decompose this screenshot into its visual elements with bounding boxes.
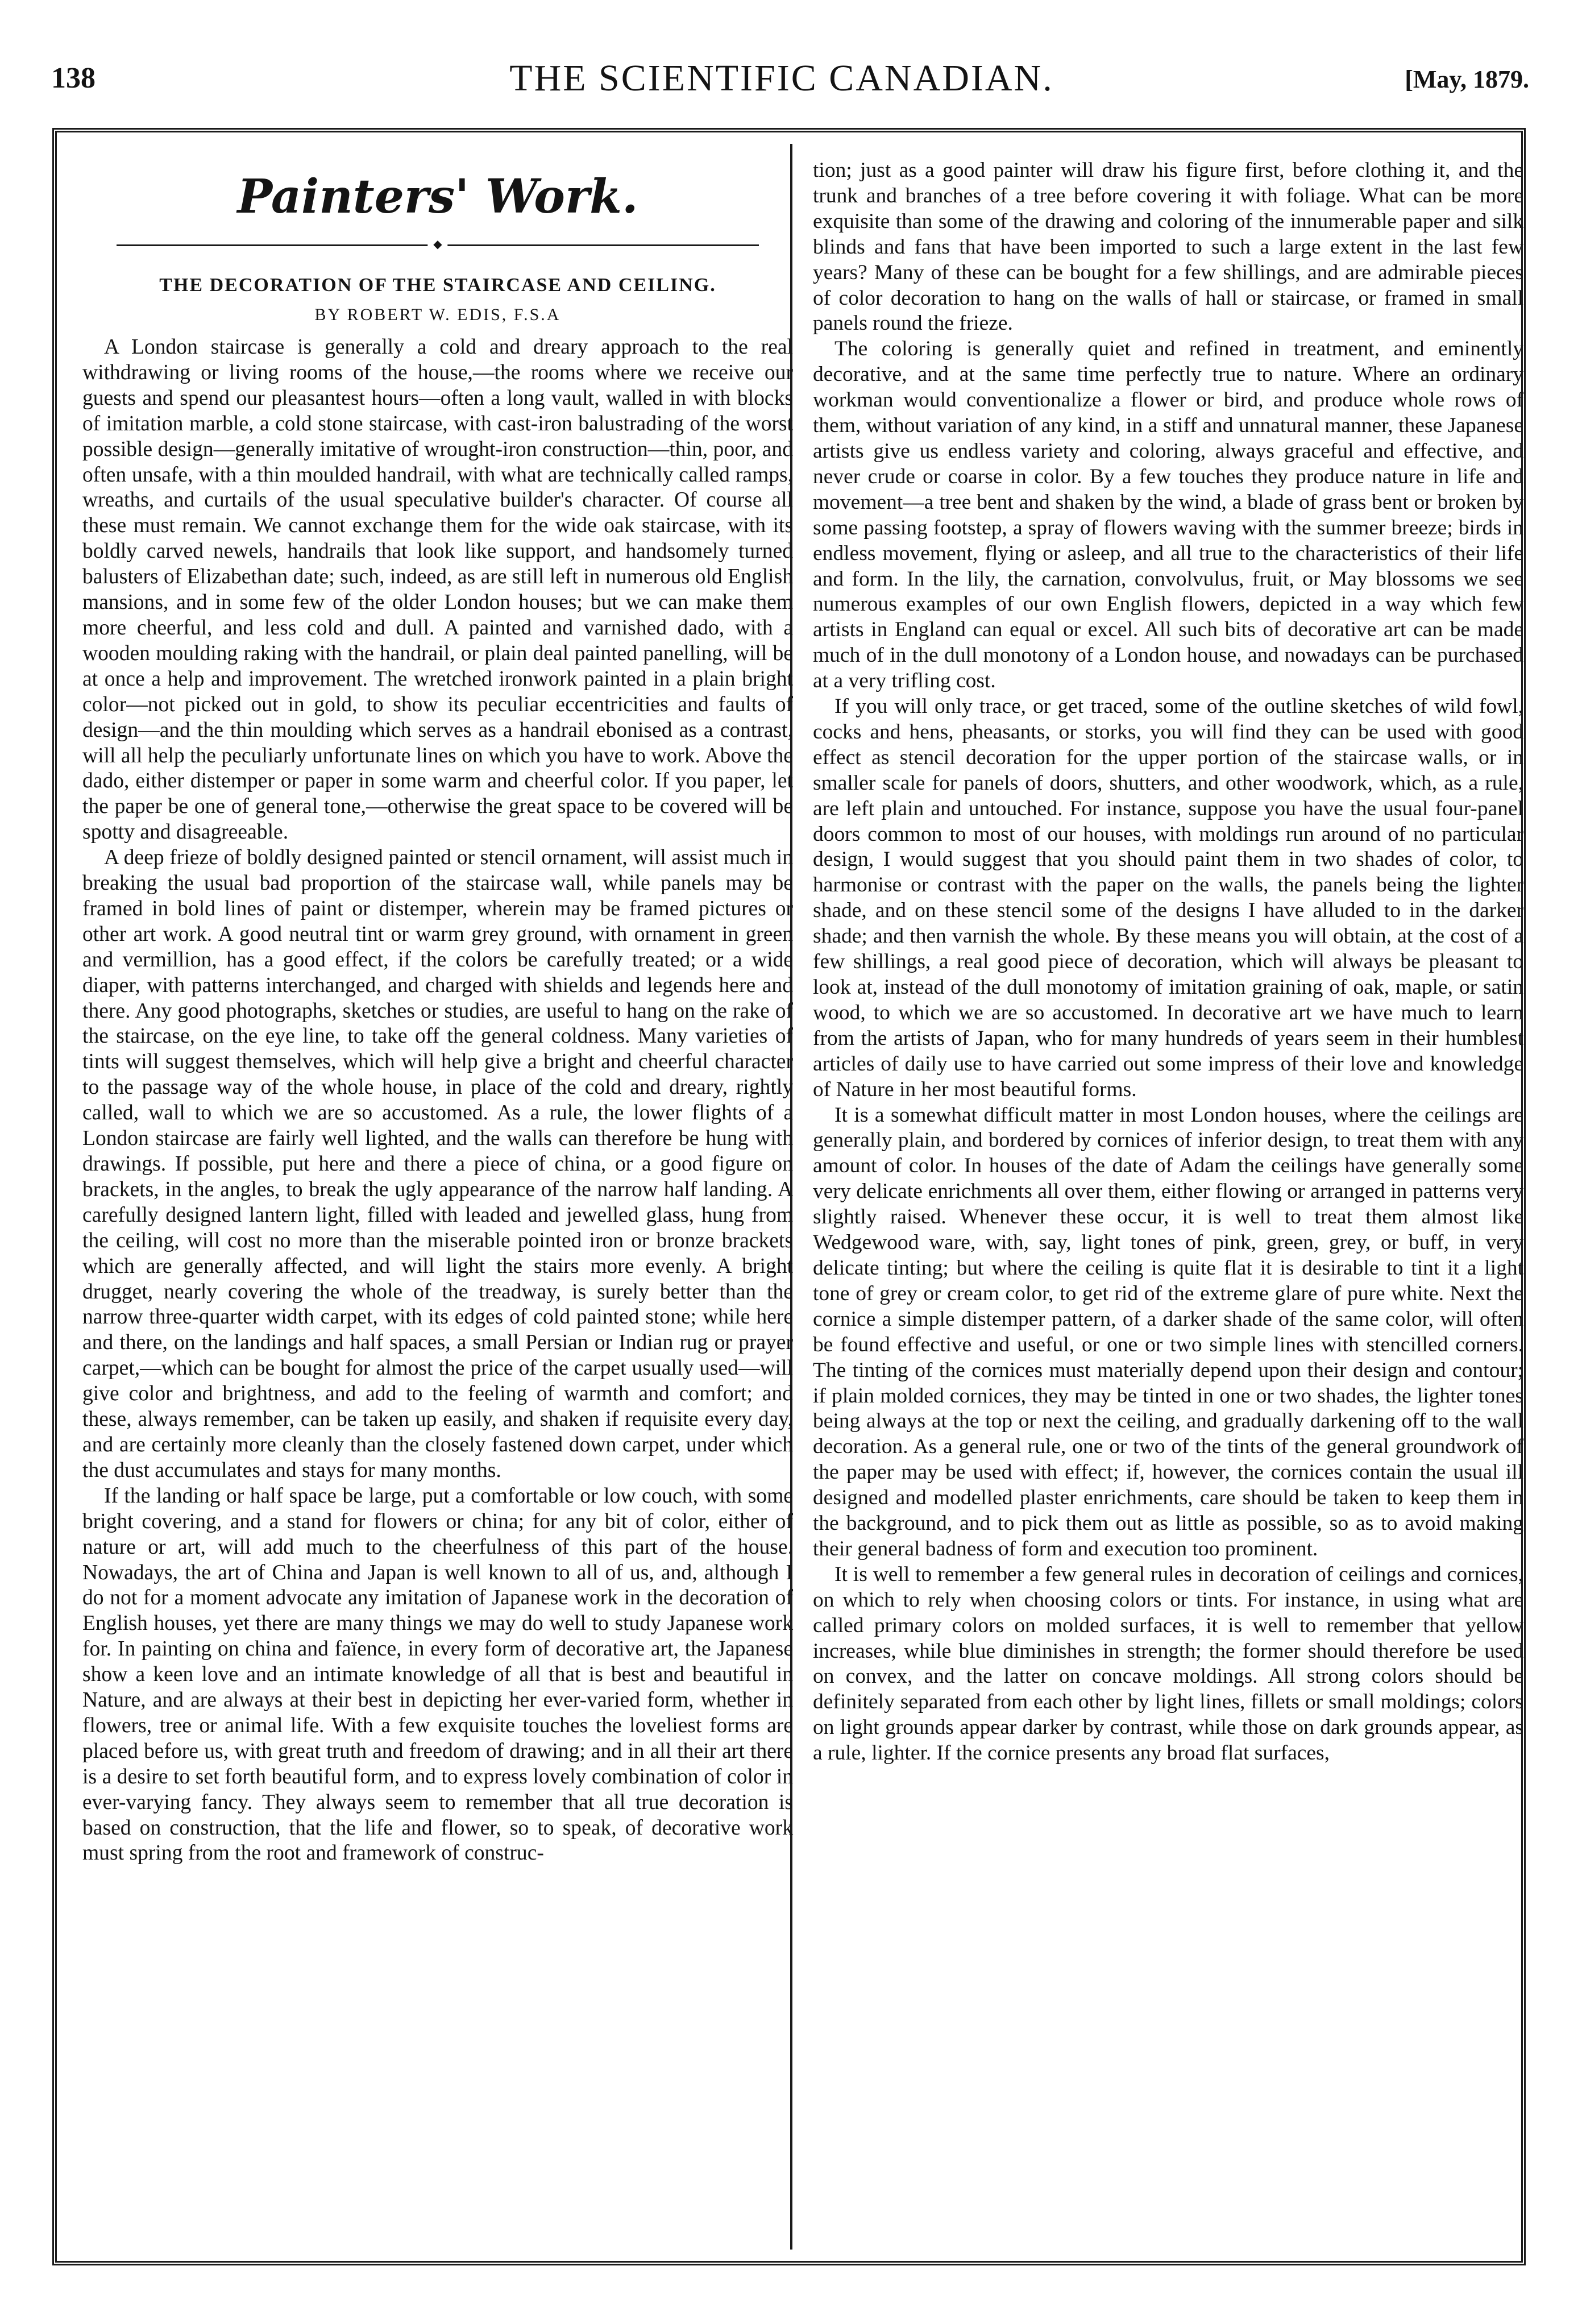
article-frame — [52, 128, 1526, 2265]
paragraph: The coloring is generally quiet and refined in treatment, and eminently decorative, and at the same time perfectly true to nature. Where an ordinary workman would conventionalize a flower or bird, and produce whole rows of them, without variation of any kind, in a stiff and unnatural manner, these Japanese artists give us endless variety and coloring, always graceful and effective, and never crude or coarse in color. By a few touches they produce nature in life and movement—a tree bent and shaken by the wind, a blade of grass bent or broken by some passing footstep, a spray of flowers waving with the summer breeze; birds in endless movement, flying or asleep, and all true to the characteristics of their life and form. In the lily, the carnation, convolvulus, fruit, or May blossoms we see numerous examples of our own English flowers, depicted in a way which few artists in England can equal or excel. All such bits of decorative art can be made much of in the dull monotony of a London house, and nowadays can be purchased at a very trifling cost. — [813, 337, 1523, 693]
issue-date: [May, 1879. — [1405, 65, 1529, 93]
paragraph: It is a somewhat difficult matter in most London houses, where the ceilings are generally plain, and bordered by cornices of inferior design, to treat them with any amount of color. In houses of the date of Adam the ceilings have generally some very delicate enrichments all over them, either flowing or arranged in patterns very slightly raised. Whenever these occur, it is well to treat them almost like Wedgewood ware, with, say, light tones of pink, green, grey, or buff, in very delicate tinting; but where the ceiling is quite flat it is desirable to tint it a light tone of grey or cream color, to get rid of the extreme glare of pure white. Next the cornice a simple distemper pattern, of a darker shade of the same color, will often be found effective and useful, or one or two simple lines with stencilled corners. The tinting of the cornices must materially depend upon their design and contour; if plain molded cornices, they may be tinted in one or two shades, the lighter tones being always at the top or next the ceiling, and gradually darkening off to the wall decoration. As a general rule, one or two of the tints of the general groundwork of the paper may be used with effect; if, however, the cornices contain the usual ill designed and modelled plaster enrichments, care should be taken to keep them in the background, and to pick them out as little as possible, so as to avoid making their general badness of form and execution too prominent. — [813, 1103, 1523, 1561]
paragraph: If the landing or half space be large, put a comfortable or low couch, with some bright covering, and a stand for flowers or china; for any bit of color, either of nature or art, will add much to the cheerfulness of this part of the house. Nowadays, the art of China and Japan is well known to all of us, and, although I do not for a moment advocate any imitation of Japanese work in the decoration of English houses, yet there are many things we may do well to study Japanese work for. In painting on china and faïence, in every form of decorative art, the Japanese show a keen love and an intimate knowledge of all that is best and beautiful in Nature, and are always at their best in depicting her ever-varied form, whether in flowers, tree or animal life. With a few exquisite touches the loveliest forms are placed before us, with great truth and freedom of drawing; and in all their art there is a desire to set forth beautiful form, and to express lovely combination of color in ever-varying fancy. They always seem to remember that all true decoration is based on construction, that the life and flower, so to speak, of decorative work must spring from the root and framework of construc- — [82, 1484, 793, 1865]
paragraph: It is well to remember a few general rules in decoration of ceilings and cornices, on which to rely when choosing colors or tints. For instance, in using what are called primary colors on molded surfaces, it is well to remember that yellow increases, while blue diminishes in strength; the former should therefore be used on convex, and the latter on concave moldings. All strong colors should be definitely separated from each other by light lines, fillets or small moldings; colors on light grounds appear darker by contrast, while those on dark grounds appear, as a rule, lighter. If the cornice presents any broad flat surfaces, — [813, 1562, 1523, 1765]
journal-title: THE SCIENTIFIC CANADIAN. — [509, 57, 1054, 99]
article-byline: BY ROBERT W. EDIS, F.S.A — [314, 305, 561, 324]
paragraph: tion; just as a good painter will draw his figure first, before clothing it, and the trunk and branches of a tree before covering it with foliage. What can be more exquisite than some of the drawing and coloring of the innumerable paper and silk blinds and fans that have been imported to such a large extent in the last few years? Many of these can be bought for a few shillings, and are admirable pieces of color decoration to hang on the walls of hall or staircase, or framed in small panels round the frieze. — [813, 159, 1523, 335]
paragraph: A London staircase is generally a cold and dreary approach to the real withdrawing or living rooms of the house,—the rooms where we receive our guests and spend our pleasantest hours—often a long vault, walled in with blocks of imitation marble, a cold stone staircase, with cast-iron balustrading of the worst possible design—generally imitative of wrought-iron construction—thin, poor, and often unsafe, with a thin moulded handrail, with what are technically called ramps, wreaths, and curtails of the usual speculative builder's character. Of course all these must remain. We cannot exchange them for the wide oak staircase, with its boldly carved newels, handrails that look like support, and handsomely turned balusters of Elizabethan date; such, indeed, as are still left in numerous old English mansions, and in some few of the older London houses; but we can make them more cheerful, and less cold and dull. A painted and varnished dado, with a wooden moulding raking with the handrail, or plain deal painted panelling, will be at once a help and improvement. The wretched ironwork painted in a plain bright color—not picked out in gold, to show its peculiar eccentricities and faults of design—and the thin moulding which serves as a handrail ebonised as a contrast, will all help the peculiarly unfortunate lines on which you have to work. Above the dado, either distemper or paper in some warm and cheerful color. If you paper, let the paper be one of general tone,—otherwise the great space to be covered will be spotty and disagreeable. — [82, 335, 793, 844]
rule-ornament-icon: ◆ — [427, 238, 447, 251]
page-header — [34, 57, 1529, 114]
left-column — [82, 158, 793, 1866]
department-heading: Painters' Work. — [237, 169, 638, 224]
article-title: THE DECORATION OF THE STAIRCASE AND CEILING. — [159, 275, 716, 296]
heading-rule — [117, 238, 759, 251]
paragraph: A deep frieze of boldly designed painted or stencil ornament, will assist much in breaking the usual bad proportion of the staircase wall, while panels may be framed in bold lines of paint or distemper, wherein may be framed pictures or other art work. A good neutral tint or warm grey ground, with ornament in green and vermillion, has a good effect, if the colors be carefully treated; or a wide diaper, with patterns interchanged, and charged with shields and legends here and there. Any good photographs, sketches or studies, are useful to hang on the rake of the staircase, on the eye line, to take off the general coldness. Many varieties of tints will suggest themselves, which will help give a bright and cheerful character to the passage way of the whole house, in place of the cold and dreary, rightly called, wall to which we are so accustomed. As a rule, the lower flights of a London staircase are fairly well lighted, and the walls can therefore be hung with drawings. If possible, put here and there a piece of china, or a good figure on brackets, in the angles, to break the ugly appearance of the narrow half landing. A carefully designed lantern light, filled with leaded and jewelled glass, hung from the ceiling, will cost no more than the miserable pointed iron or bronze brackets which are generally affected, and will light the stairs more evenly. A bright drugget, nearly covering the whole of the treadway, is surely better than the narrow three-quarter width carpet, with its edges of cold painted stone; while here and there, on the landings and half spaces, a small Persian or Indian rug or prayer carpet,—which can be bought for almost the price of the carpet usually used—will give color and brightness, and add to the feeling of warmth and comfort; and these, always remember, can be taken up easily, and shaken if requisite every day, and are certainly more cleanly than the closely fastened down carpet, under which the dust accumulates and stays for many months. — [82, 846, 793, 1482]
right-column — [813, 158, 1523, 1766]
paragraph: If you will only trace, or get traced, some of the outline sketches of wild fowl, cocks and hens, pheasants, or storks, you will find they can be used with good effect as stencil decoration for the upper portion of the staircase walls, or in smaller scale for panels of doors, shutters, and other woodwork, which, as a rule, are left plain and untouched. For instance, suppose you have the usual four-panel doors common to most of our houses, with moldings run around of no particular design, I would suggest that you should paint them in two shades of color, to harmonise or contrast with the paper on the walls, the panels being the lighter shade, and on these stencil some of the designs I have alluded to in the darker shade; and then varnish the whole. By these means you will obtain, at the cost of a few shillings, a real good piece of decoration, which will always be pleasant to look at, instead of the dull monotomy of imitation graining of oak, maple, or satin wood, to which we are so accustomed. In decorative art we have much to learn from the artists of Japan, who for many hundreds of years seem in their humblest articles of daily use to have carried out some impress of their love and knowledge of Nature in her most beautiful forms. — [813, 695, 1523, 1101]
page-number: 138 — [51, 62, 95, 94]
